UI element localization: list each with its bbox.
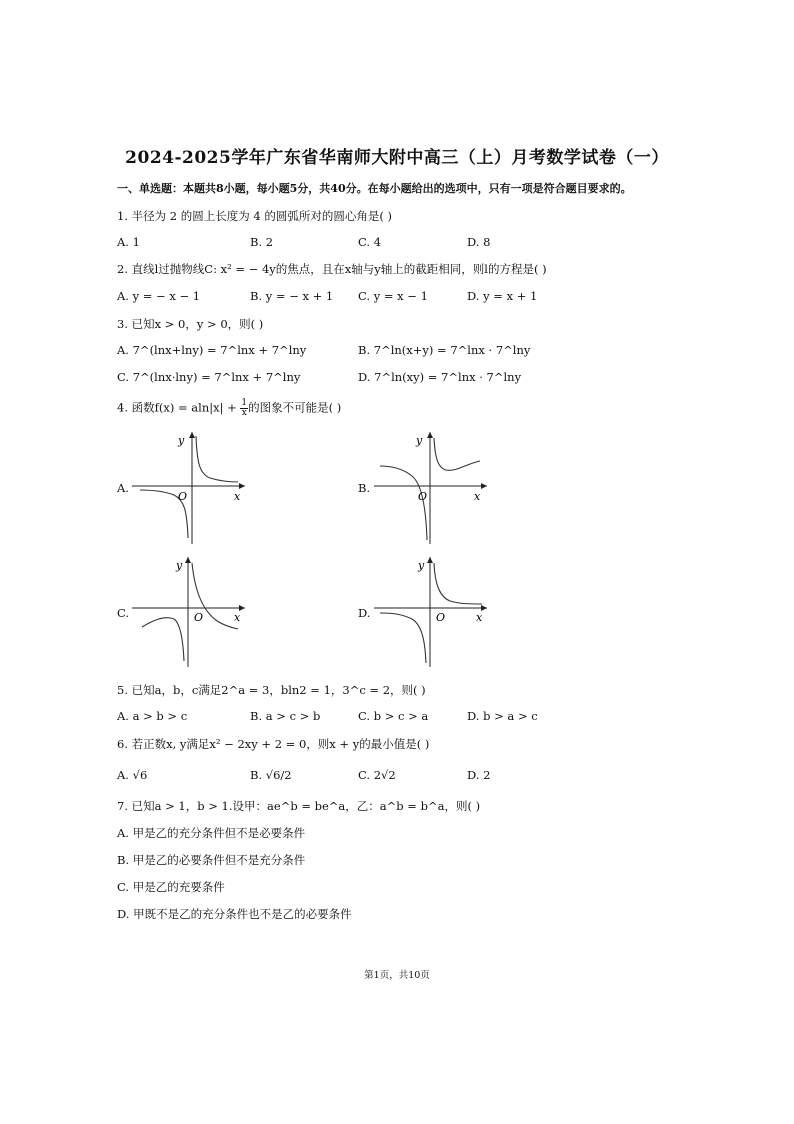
question-5-stem: 5. 已知a，b，c满足2^a = 3，bln2 = 1，3^c = 2，则( ): [117, 683, 426, 697]
origin-label: O: [178, 490, 188, 503]
y-label: y: [416, 434, 423, 447]
q7-option-d: D. 甲既不是乙的充分条件也不是乙的必要条件: [117, 907, 352, 921]
q4-stem-start: 4. 函数f(x) = aln|x| +: [117, 400, 241, 415]
x-label: x: [474, 490, 481, 503]
y-label: y: [418, 559, 425, 572]
q3-option-c: C. 7^(lnx·lny) = 7^lnx + 7^lny: [117, 370, 301, 384]
q4-label-c: C.: [117, 606, 130, 620]
y-axis-arrow-icon: [185, 557, 191, 563]
y-axis-arrow-icon: [189, 432, 195, 438]
q2-option-d: D. y = x + 1: [467, 289, 538, 303]
q1-option-c: C. 4: [358, 235, 382, 249]
q1-option-a: A. 1: [117, 235, 140, 249]
q7-option-c: C. 甲是乙的充要条件: [117, 880, 225, 894]
q4-frac-num: 1: [241, 398, 248, 408]
origin-label: O: [436, 611, 446, 624]
q2-option-c: C. y = x − 1: [358, 289, 428, 303]
q1-option-b: B. 2: [250, 235, 274, 249]
x-label: x: [234, 611, 241, 624]
q4-stem-end: 的图象不可能是( ): [248, 400, 342, 415]
section-heading: 一、单选题：本题共8小题，每小题5分，共40分。在每小题给出的选项中，只有一项是符合题目要求的。: [117, 182, 632, 195]
y-axis-arrow-icon: [427, 557, 433, 563]
q6-option-a: A. √6: [117, 768, 148, 782]
q3-option-a: A. 7^(lnx+lny) = 7^lnx + 7^lny: [117, 343, 307, 357]
x-axis-arrow-icon: [239, 483, 245, 489]
curve-right: [434, 438, 480, 470]
x-label: x: [234, 490, 241, 503]
y-label: y: [178, 434, 185, 447]
y-axis-arrow-icon: [427, 432, 433, 438]
q4-label-d: D.: [358, 606, 371, 620]
q4-graph-b: [372, 428, 492, 546]
q2-option-a: A. y = − x − 1: [117, 289, 201, 303]
q6-option-c: C. 2√2: [358, 768, 396, 782]
question-6-stem: 6. 若正数x, y满足x² − 2xy + 2 = 0，则x + y的最小值是( ): [117, 737, 430, 751]
q7-option-a: A. 甲是乙的充分条件但不是必要条件: [117, 826, 306, 840]
curve-left: [380, 613, 426, 663]
question-1-stem: 1. 半径为 2 的圆上长度为 4 的圆弧所对的圆心角是( ): [117, 209, 393, 223]
q4-label-b: B.: [358, 481, 371, 495]
question-2-stem: 2. 直线l过抛物线C: x² = − 4y的焦点，且在x轴与y轴上的截距相同，则l的方程是( ): [117, 262, 547, 276]
q5-option-b: B. a > c > b: [250, 709, 321, 723]
question-4-stem: [117, 399, 341, 418]
q3-option-b: B. 7^ln(x+y) = 7^lnx · 7^lny: [358, 343, 531, 357]
origin-label: O: [194, 611, 204, 624]
question-3-stem: 3. 已知x > 0，y > 0，则( ): [117, 317, 264, 331]
curve-right: [434, 563, 482, 604]
q5-option-a: A. a > b > c: [117, 709, 188, 723]
x-label: x: [476, 611, 483, 624]
q2-option-b: B. y = − x + 1: [250, 289, 334, 303]
q5-option-d: D. b > a > c: [467, 709, 538, 723]
origin-label: O: [418, 490, 428, 503]
y-label: y: [176, 559, 183, 572]
q7-option-b: B. 甲是乙的必要条件但不是充分条件: [117, 853, 306, 867]
q4-label-a: A.: [117, 481, 129, 495]
q6-option-b: B. √6/2: [250, 768, 292, 782]
curve-left: [142, 618, 184, 661]
q5-option-c: C. b > c > a: [358, 709, 429, 723]
curve-right: [196, 436, 238, 482]
q4-graph-a: [130, 428, 250, 546]
curve-left: [380, 466, 427, 540]
page-title: 2024-2025学年广东省华南师大附中高三（上）月考数学试卷（一）: [125, 148, 669, 168]
q4-graph-c: [130, 553, 250, 671]
q1-option-d: D. 8: [467, 235, 491, 249]
q6-option-d: D. 2: [467, 768, 491, 782]
x-axis-arrow-icon: [481, 483, 487, 489]
question-7-stem: 7. 已知a > 1，b > 1.设甲：ae^b = be^a，乙：a^b = b^a，则( ): [117, 799, 481, 813]
q4-graph-d: [372, 553, 492, 671]
q3-option-d: D. 7^ln(xy) = 7^lnx · 7^lny: [358, 370, 522, 384]
page-footer: 第1页，共10页: [364, 970, 430, 981]
q4-fraction: [240, 399, 248, 418]
q4-frac-den: x: [241, 408, 247, 418]
